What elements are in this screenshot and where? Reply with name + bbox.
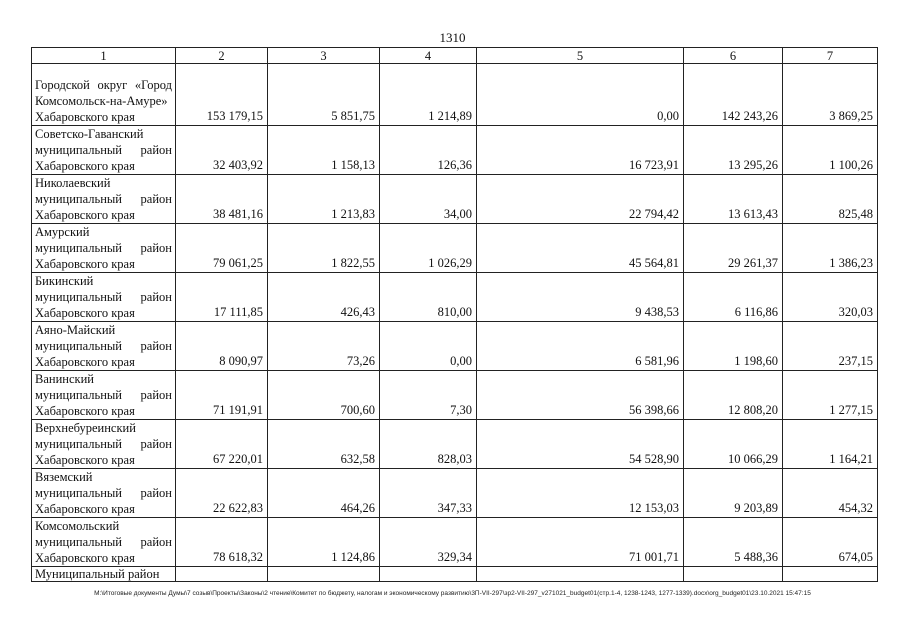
table-cell: 1 198,60 <box>684 322 783 371</box>
table-cell: 54 528,90 <box>477 420 684 469</box>
table-cell: 22 794,42 <box>477 175 684 224</box>
table-cell: 674,05 <box>783 518 878 567</box>
document-file-path: M:\Итоговые документы Думы\7 созыв\Проекты\Законы\2 чтение\Комитет по бюджету, налогам и экономическому развитию\3П-VII-297\зр2-VII-297_v271021_budget01(стр.1-4, 1238-1243, 1277-1339).docx\org_budget01\23.10.2021 15:47:15 <box>94 590 811 597</box>
table-cell: 828,03 <box>380 420 477 469</box>
table-cell: 329,34 <box>380 518 477 567</box>
table-cell: 1 214,89 <box>380 64 477 126</box>
table-cell <box>176 567 268 582</box>
column-header-3: 3 <box>268 48 380 64</box>
table-cell: 153 179,15 <box>176 64 268 126</box>
table-cell: 9 438,53 <box>477 273 684 322</box>
municipality-name: Вяземский муниципальный район Хабаровского края <box>32 469 176 518</box>
table-cell: 0,00 <box>477 64 684 126</box>
column-header-6: 6 <box>684 48 783 64</box>
municipality-name: Аяно-Майский муниципальный район Хабаровского края <box>32 322 176 371</box>
table-row <box>32 322 878 371</box>
table-cell: 13 295,26 <box>684 126 783 175</box>
table-cell: 8 090,97 <box>176 322 268 371</box>
table-cell: 79 061,25 <box>176 224 268 273</box>
table-cell: 78 618,32 <box>176 518 268 567</box>
table-cell: 10 066,29 <box>684 420 783 469</box>
table-cell: 9 203,89 <box>684 469 783 518</box>
table-cell <box>477 567 684 582</box>
header-row <box>32 48 878 64</box>
table-cell: 126,36 <box>380 126 477 175</box>
table-cell: 700,60 <box>268 371 380 420</box>
table-cell: 71 001,71 <box>477 518 684 567</box>
table-row <box>32 420 878 469</box>
table-cell: 1 213,83 <box>268 175 380 224</box>
table-row <box>32 126 878 175</box>
table-row <box>32 64 878 126</box>
table-cell <box>380 567 477 582</box>
table-cell: 1 026,29 <box>380 224 477 273</box>
table-cell: 17 111,85 <box>176 273 268 322</box>
column-header-2: 2 <box>176 48 268 64</box>
table-cell: 16 723,91 <box>477 126 684 175</box>
table-cell: 12 153,03 <box>477 469 684 518</box>
municipality-name: Советско-Гаванский муниципальный район Хабаровского края <box>32 126 176 175</box>
table-cell: 1 277,15 <box>783 371 878 420</box>
municipality-name: Амурский муниципальный район Хабаровского края <box>32 224 176 273</box>
table-row-partial <box>32 567 878 582</box>
column-header-5: 5 <box>477 48 684 64</box>
table-cell: 1 822,55 <box>268 224 380 273</box>
table-cell: 73,26 <box>268 322 380 371</box>
table-cell: 6 581,96 <box>477 322 684 371</box>
table-cell: 454,32 <box>783 469 878 518</box>
table-cell: 426,43 <box>268 273 380 322</box>
table-cell: 29 261,37 <box>684 224 783 273</box>
table-cell <box>783 567 878 582</box>
table-cell: 56 398,66 <box>477 371 684 420</box>
table-cell: 6 116,86 <box>684 273 783 322</box>
municipality-name: Муниципальный район <box>32 567 176 582</box>
table-cell: 464,26 <box>268 469 380 518</box>
table-cell: 810,00 <box>380 273 477 322</box>
table-cell <box>684 567 783 582</box>
table-cell: 5 488,36 <box>684 518 783 567</box>
table-cell: 32 403,92 <box>176 126 268 175</box>
table-cell: 67 220,01 <box>176 420 268 469</box>
column-header-4: 4 <box>380 48 477 64</box>
table-cell: 1 158,13 <box>268 126 380 175</box>
table-row <box>32 224 878 273</box>
municipality-name: Николаевский муниципальный район Хабаровского края <box>32 175 176 224</box>
table-cell: 1 100,26 <box>783 126 878 175</box>
table-row <box>32 469 878 518</box>
table-cell: 0,00 <box>380 322 477 371</box>
table-cell: 5 851,75 <box>268 64 380 126</box>
municipality-name: Городской округ «Город Комсомольск-на-Амуре» Хабаровского края <box>32 64 176 126</box>
municipality-name: Верхнебуреинский муниципальный район Хабаровского края <box>32 420 176 469</box>
table-cell: 22 622,83 <box>176 469 268 518</box>
table-cell: 825,48 <box>783 175 878 224</box>
table-cell: 320,03 <box>783 273 878 322</box>
table-cell: 1 124,86 <box>268 518 380 567</box>
table-cell: 38 481,16 <box>176 175 268 224</box>
table-cell: 632,58 <box>268 420 380 469</box>
municipality-name: Ванинский муниципальный район Хабаровского края <box>32 371 176 420</box>
table-cell: 1 386,23 <box>783 224 878 273</box>
table-cell: 45 564,81 <box>477 224 684 273</box>
table-cell <box>268 567 380 582</box>
table-cell: 3 869,25 <box>783 64 878 126</box>
table-cell: 142 243,26 <box>684 64 783 126</box>
table-row <box>32 518 878 567</box>
municipality-name: Бикинский муниципальный район Хабаровского края <box>32 273 176 322</box>
table-cell: 12 808,20 <box>684 371 783 420</box>
table-row <box>32 175 878 224</box>
municipality-name: Комсомольский муниципальный район Хабаровского края <box>32 518 176 567</box>
table-cell: 13 613,43 <box>684 175 783 224</box>
table-cell: 1 164,21 <box>783 420 878 469</box>
table-cell: 7,30 <box>380 371 477 420</box>
table-cell: 237,15 <box>783 322 878 371</box>
column-header-7: 7 <box>783 48 878 64</box>
table-cell: 71 191,91 <box>176 371 268 420</box>
page-number: 1310 <box>439 30 466 45</box>
table-cell: 347,33 <box>380 469 477 518</box>
table-cell: 34,00 <box>380 175 477 224</box>
budget-table <box>31 47 878 582</box>
table-row <box>32 273 878 322</box>
column-header-1: 1 <box>32 48 176 64</box>
table-row <box>32 371 878 420</box>
